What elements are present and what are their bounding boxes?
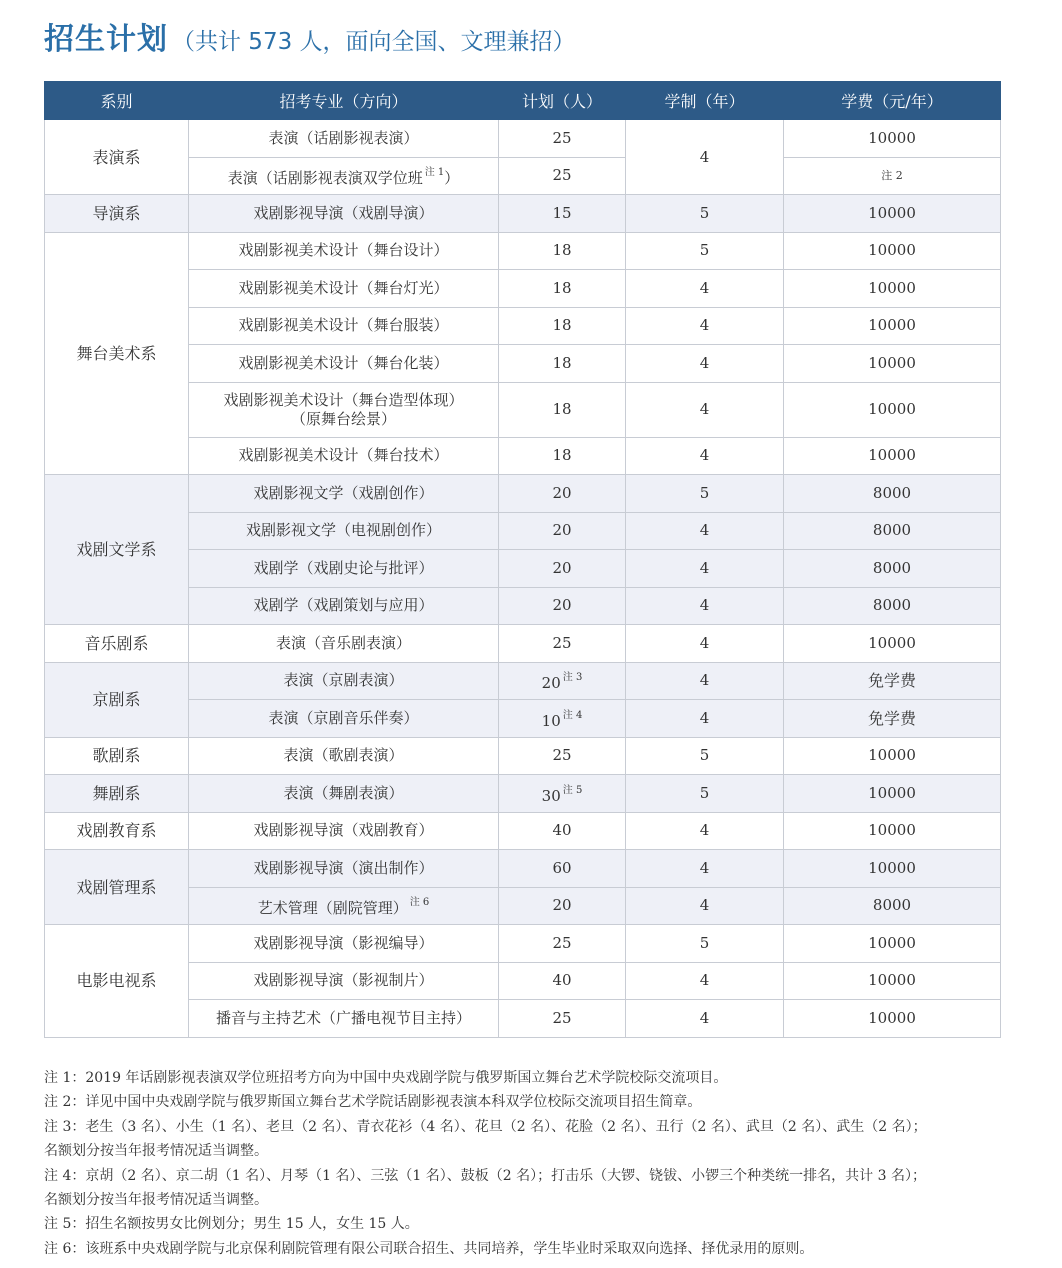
plan-cell: 25 bbox=[499, 737, 626, 775]
major-cell: 戏剧影视文学（电视剧创作） bbox=[189, 512, 499, 550]
fee-cell: 10000 bbox=[784, 120, 1001, 158]
header-years: 学制（年） bbox=[626, 82, 784, 120]
table-header-row bbox=[45, 82, 1001, 120]
years-cell: 5 bbox=[626, 195, 784, 233]
plan-cell: 25 bbox=[499, 1000, 626, 1038]
page-title bbox=[44, 14, 576, 58]
years-cell: 4 bbox=[626, 700, 784, 738]
plan-cell: 18 bbox=[499, 232, 626, 270]
years-cell: 4 bbox=[626, 437, 784, 475]
fee-cell: 10000 bbox=[784, 270, 1001, 308]
fee-cell: 10000 bbox=[784, 775, 1001, 813]
major-cell: 表演（话剧影视表演双学位班 $^{注 1}$） bbox=[189, 157, 499, 195]
years-cell: 4 bbox=[626, 962, 784, 1000]
header-major: 招考专业（方向） bbox=[189, 82, 499, 120]
table-row bbox=[45, 512, 1001, 550]
header-plan: 计划（人） bbox=[499, 82, 626, 120]
table-row bbox=[45, 925, 1001, 963]
plan-cell: 25 bbox=[499, 157, 626, 195]
plan-cell: 18 bbox=[499, 307, 626, 345]
years-cell: 4 bbox=[626, 1000, 784, 1038]
years-cell: 4 bbox=[626, 887, 784, 925]
plan-cell: 30 $^{注 5}$ bbox=[499, 775, 626, 813]
fee-cell: 10000 bbox=[784, 962, 1001, 1000]
plan-cell: 18 bbox=[499, 345, 626, 383]
table-row bbox=[45, 887, 1001, 925]
major-cell: 戏剧影视美术设计（舞台技术） bbox=[189, 437, 499, 475]
fee-cell: 10000 bbox=[784, 1000, 1001, 1038]
major-cell: 戏剧影视导演（戏剧教育） bbox=[189, 812, 499, 850]
major-cell: 表演（歌剧表演） bbox=[189, 737, 499, 775]
years-cell: 4 bbox=[626, 587, 784, 625]
dept-cell: 舞剧系 bbox=[45, 775, 189, 813]
table-row bbox=[45, 475, 1001, 513]
major-cell: 戏剧影视导演（影视编导） bbox=[189, 925, 499, 963]
major-cell: 戏剧影视美术设计（舞台设计） bbox=[189, 232, 499, 270]
table-row bbox=[45, 232, 1001, 270]
years-cell: 4 bbox=[626, 382, 784, 437]
plan-cell: 40 bbox=[499, 812, 626, 850]
table-row bbox=[45, 195, 1001, 233]
years-cell: 4 bbox=[626, 307, 784, 345]
table-row bbox=[45, 307, 1001, 345]
major-cell: 戏剧影视美术设计（舞台化装） bbox=[189, 345, 499, 383]
major-cell: 戏剧影视文学（戏剧创作） bbox=[189, 475, 499, 513]
dept-cell: 京剧系 bbox=[45, 662, 189, 737]
major-cell: 表演（京剧表演） bbox=[189, 662, 499, 700]
major-cell: 表演（舞剧表演） bbox=[189, 775, 499, 813]
fee-cell: 10000 bbox=[784, 625, 1001, 663]
dept-cell: 戏剧管理系 bbox=[45, 850, 189, 925]
title-main: 招生计划 bbox=[44, 22, 168, 57]
dept-cell: 舞台美术系 bbox=[45, 232, 189, 475]
dept-cell: 电影电视系 bbox=[45, 925, 189, 1038]
fee-cell: 10000 bbox=[784, 925, 1001, 963]
years-cell: 4 bbox=[626, 120, 784, 195]
fee-cell: 10000 bbox=[784, 812, 1001, 850]
fee-cell: 免学费 bbox=[784, 662, 1001, 700]
fee-cell: 10000 bbox=[784, 307, 1001, 345]
footnote-6: 注 6：该班系中央戏剧学院与北京保利剧院管理有限公司联合招生、共同培养，学生毕业时采取双向选择、择优录用的原则。 bbox=[44, 1240, 814, 1257]
fee-cell: 8000 bbox=[784, 587, 1001, 625]
fee-cell: 10000 bbox=[784, 345, 1001, 383]
table-row bbox=[45, 775, 1001, 813]
table-row bbox=[45, 437, 1001, 475]
footnote-4-cont: 名额划分按当年报考情况适当调整。 bbox=[44, 1192, 268, 1209]
table-row bbox=[45, 550, 1001, 588]
table-row bbox=[45, 587, 1001, 625]
fee-cell: 8000 bbox=[784, 550, 1001, 588]
dept-cell: 表演系 bbox=[45, 120, 189, 195]
plan-cell: 10 $^{注 4}$ bbox=[499, 700, 626, 738]
years-cell: 4 bbox=[626, 345, 784, 383]
footnote-1: 注 1：2019 年话剧影视表演双学位班招考方向为中国中央戏剧学院与俄罗斯国立舞台艺术学院校际交流项目。 bbox=[44, 1070, 728, 1086]
footnote-ref: 注 5 bbox=[562, 784, 583, 796]
years-cell: 5 bbox=[626, 737, 784, 775]
table-row bbox=[45, 700, 1001, 738]
plan-cell: 18 bbox=[499, 437, 626, 475]
major-cell: 表演（话剧影视表演） bbox=[189, 120, 499, 158]
header-fee: 学费（元/年） bbox=[784, 82, 1001, 120]
years-cell: 4 bbox=[626, 662, 784, 700]
major-cell: 艺术管理（剧院管理） $^{注 6}$ bbox=[189, 887, 499, 925]
table-row bbox=[45, 812, 1001, 850]
footnote-2: 注 2：详见中国中央戏剧学院与俄罗斯国立舞台艺术学院话剧影视表演本科双学位校际交流项目招生简章。 bbox=[44, 1094, 702, 1111]
fee-cell: 免学费 bbox=[784, 700, 1001, 738]
table-row bbox=[45, 382, 1001, 437]
dept-cell: 歌剧系 bbox=[45, 737, 189, 775]
title-subtitle: （共计 573 人，面向全国、文理兼招） bbox=[172, 29, 576, 55]
table-row bbox=[45, 962, 1001, 1000]
plan-cell: 25 bbox=[499, 625, 626, 663]
fee-cell: 10000 bbox=[784, 232, 1001, 270]
plan-cell: 40 bbox=[499, 962, 626, 1000]
footnote-5: 注 5：招生名额按男女比例划分；男生 15 人，女生 15 人。 bbox=[44, 1216, 419, 1233]
table-row bbox=[45, 120, 1001, 158]
major-cell: 播音与主持艺术（广播电视节目主持） bbox=[189, 1000, 499, 1038]
years-cell: 4 bbox=[626, 850, 784, 888]
plan-cell: 20 bbox=[499, 587, 626, 625]
footnote-ref: 注 3 bbox=[562, 672, 583, 684]
plan-cell: 20 bbox=[499, 887, 626, 925]
years-cell: 5 bbox=[626, 475, 784, 513]
years-cell: 4 bbox=[626, 512, 784, 550]
table-row bbox=[45, 1000, 1001, 1038]
years-cell: 5 bbox=[626, 232, 784, 270]
major-cell: 戏剧影视导演（演出制作） bbox=[189, 850, 499, 888]
plan-cell: 20 bbox=[499, 512, 626, 550]
plan-cell: 20 bbox=[499, 475, 626, 513]
plan-cell: 25 bbox=[499, 120, 626, 158]
plan-cell: 18 bbox=[499, 270, 626, 308]
fee-cell: 10000 bbox=[784, 195, 1001, 233]
table-row bbox=[45, 625, 1001, 663]
fee-cell: 8000 bbox=[784, 887, 1001, 925]
plan-cell: 15 bbox=[499, 195, 626, 233]
table-row bbox=[45, 662, 1001, 700]
fee-cell: 10000 bbox=[784, 437, 1001, 475]
footnote-ref: 注 1 bbox=[424, 167, 445, 179]
table-row bbox=[45, 345, 1001, 383]
footnote-3-cont: 名额划分按当年报考情况适当调整。 bbox=[44, 1143, 268, 1160]
footnote-ref: 注 4 bbox=[562, 709, 583, 721]
years-cell: 5 bbox=[626, 925, 784, 963]
header-department: 系别 bbox=[45, 82, 189, 120]
dept-cell: 音乐剧系 bbox=[45, 625, 189, 663]
table-row bbox=[45, 850, 1001, 888]
major-cell: 戏剧影视导演（戏剧导演） bbox=[189, 195, 499, 233]
fee-cell: 10000 bbox=[784, 382, 1001, 437]
footnote-ref: 注 6 bbox=[409, 897, 430, 909]
plan-cell: 20 bbox=[499, 550, 626, 588]
footnote-3: 注 3：老生（3 名）、小生（1 名）、老旦（2 名）、青衣花衫（4 名）、花旦（2 名）、花脸（2 名）、丑行（2 名）、武旦（2 名）、武生（2 名）； bbox=[44, 1118, 927, 1135]
footnote-4: 注 4：京胡（2 名）、京二胡（1 名）、月琴（1 名）、三弦（1 名）、鼓板（2 名）；打击乐（大锣、铙钹、小锣三个种类统一排名，共计 3 名）； bbox=[44, 1167, 926, 1184]
fee-cell: 10000 bbox=[784, 737, 1001, 775]
plan-cell: 20 $^{注 3}$ bbox=[499, 662, 626, 700]
major-cell: 表演（京剧音乐伴奏） bbox=[189, 700, 499, 738]
major-cell: 戏剧影视美术设计（舞台服装） bbox=[189, 307, 499, 345]
dept-cell: 导演系 bbox=[45, 195, 189, 233]
years-cell: 5 bbox=[626, 775, 784, 813]
major-cell: 戏剧影视导演（影视制片） bbox=[189, 962, 499, 1000]
plan-cell: 25 bbox=[499, 925, 626, 963]
table-row bbox=[45, 157, 1001, 195]
major-cell: 戏剧影视美术设计（舞台灯光） bbox=[189, 270, 499, 308]
major-cell: 戏剧影视美术设计（舞台造型体现） （原舞台绘景） bbox=[189, 382, 499, 437]
dept-cell: 戏剧文学系 bbox=[45, 475, 189, 625]
table-row bbox=[45, 270, 1001, 308]
years-cell: 4 bbox=[626, 270, 784, 308]
fee-cell: 10000 bbox=[784, 850, 1001, 888]
table-row bbox=[45, 737, 1001, 775]
major-cell: 戏剧学（戏剧策划与应用） bbox=[189, 587, 499, 625]
major-cell: 表演（音乐剧表演） bbox=[189, 625, 499, 663]
fee-cell: 8000 bbox=[784, 512, 1001, 550]
fee-cell: 注 2 bbox=[784, 157, 1001, 195]
footnotes bbox=[44, 1066, 1024, 1261]
major-cell: 戏剧学（戏剧史论与批评） bbox=[189, 550, 499, 588]
plan-cell: 60 bbox=[499, 850, 626, 888]
admission-plan-table bbox=[44, 81, 1001, 1038]
years-cell: 4 bbox=[626, 625, 784, 663]
plan-cell: 18 bbox=[499, 382, 626, 437]
years-cell: 4 bbox=[626, 812, 784, 850]
years-cell: 4 bbox=[626, 550, 784, 588]
fee-cell: 8000 bbox=[784, 475, 1001, 513]
dept-cell: 戏剧教育系 bbox=[45, 812, 189, 850]
